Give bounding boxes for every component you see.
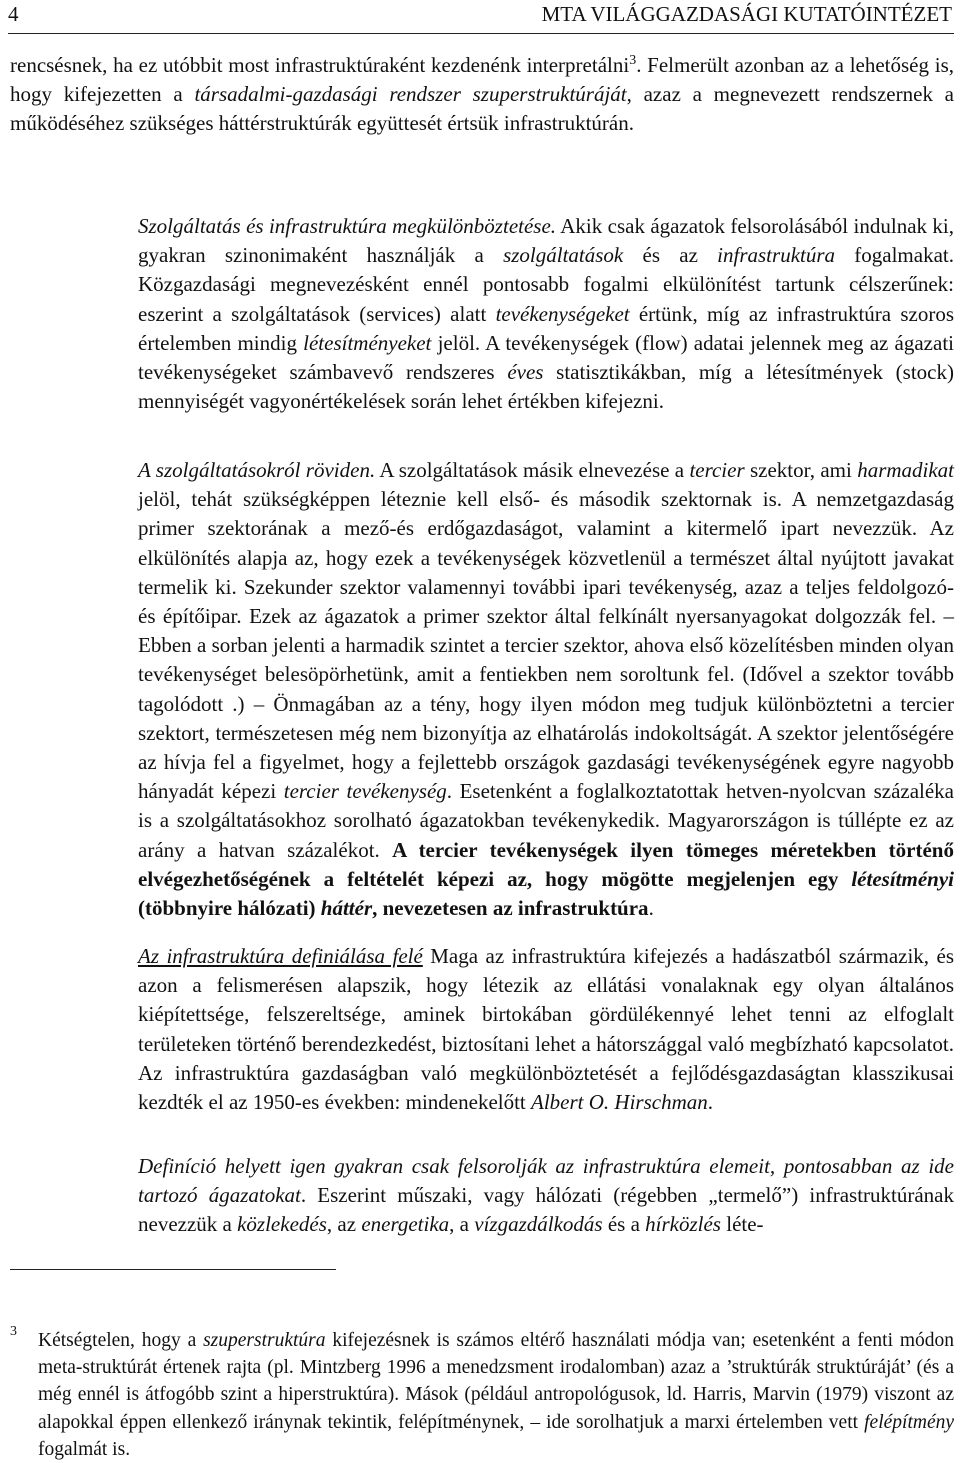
p3-bold: (többnyire hálózati) [138,896,321,921]
p3-italic: tercier tevékenység [283,779,447,804]
p3-text: szektor, ami [744,458,858,482]
p1-italic: társadalmi-gazdasági rendszer szuperstruktúráját [194,82,627,107]
footnote-text: Kétségtelen, hogy a [38,1330,204,1351]
p1-text-a: rencsésnek, ha ez utóbbit most infrastruktúraként kezdenénk interpretálni [10,53,630,77]
p5-heading: Definíció helyett igen gyakran csak felsorolják az infrastruktúra elemeit, pontosabban az ide tartozó ágazatokat [138,1154,954,1208]
p3-bold: , nevezetesen az infrastruktúra [372,896,649,921]
footnote-ref[interactable]: 3 [629,53,637,68]
institute-name: MTA VILÁGGAZDASÁGI KUTATÓINTÉZET [541,2,952,26]
p2-italic: létesítményeket [303,330,432,355]
p4-italic: Albert O. Hirschman [531,1090,708,1115]
p2-text: értünk, míg az infrastruktúra szoros értelemben mindig [138,301,954,355]
p3-text: A szolgáltatások másik elnevezése a [375,458,690,482]
p1-text-b: . Felmerült azonban az a lehetőség is, hogy kifejezetten a [10,53,954,107]
p5-italic: közlekedés [237,1212,327,1237]
p3-text: . [648,896,654,921]
p2-text: Akik csak ágazatok felsorolásából indulnak ki, gyakran szinonimaként használják a [138,214,954,268]
p3-heading: A szolgáltatásokról röviden. [138,458,376,482]
p2-italic: tevékenységeket [495,301,630,326]
footnote-number: 3 [10,1324,17,1339]
p5-italic: hírközlés [645,1212,721,1237]
p5-text: . Eszerint műszaki, vagy hálózati (régebben „termelő”) infrastruktúrának nevezzük a [138,1183,954,1237]
footnote-text: kifejezésnek is számos eltérő használati módja van; esetenként a fenti módon meta-struktúrát értenek rajta (pl. Mintzberg 1996 a menedzsment irodalomban) azaz a ’struktúrák struktúráját’ (és a még ennél is átfogóbb szint a hiperstruktúra). Mások (például antropológusok, ld. Harris, Marvin (1979) viszont az alapokkal éppen ellenkező iránynak tekintik, felépítménynek, – ide sorolhatjuk a marxi értelemben vett [38,1330,954,1433]
p4-heading: Az infrastruktúra definiálása felé [138,944,423,968]
footnote-text: fogalmát is. [38,1438,131,1460]
p2-text: fogalmakat. Közgazdasági megnevezésként ennél pontosabb fogalmi elkülönítést tartunk célszerűnek: eszerint a szolgáltatások (services) alatt [138,243,954,326]
p2-heading: Szolgáltatás és infrastruktúra megkülönböztetése. [138,214,557,238]
p5-text: léte- [720,1212,764,1237]
p2-italic: infrastruktúra [717,243,836,268]
p3-bold-italic: létesítményi [851,866,954,891]
p4-text: Maga az infrastruktúra kifejezés a hadászatból származik, és azon a felismerésen alapszik, hogy létezik az ellátási vonalaknak egy olyan általános kiépítettsége, felszereltsége, aminek birtokában gördülékennyé lehet tenni az elfoglalt területeken történő berendezkedést, biztosítani lehet a hátországgal való megbízható kapcsolatot. Az infrastruktúra gazdaságban való megkülönböztetését a fejlődésgazdaságtan klasszikusai kezdték el az 1950-es években: mindenekelőtt [138,944,954,1115]
footnote-italic: szuperstruktúra [203,1330,326,1351]
p3-bold: A tercier tevékenységek ilyen tömeges méretekben történő elvégezhetőségének a feltételét képezi az, hogy mögötte megjelenjen egy [138,837,954,891]
p2-text: jelöl. A tevékenységek (flow) adatai jelennek meg az ágazati tevékenységeket számbavevő rendszeres [138,330,954,385]
paragraph-3 [138,456,954,923]
p5-italic: vízgazdálkodás [474,1212,603,1237]
p3-bold-italic: háttér [320,896,373,921]
p5-text: és a [602,1212,646,1237]
p5-text: , az [326,1212,362,1237]
paragraph-5 [138,1152,954,1240]
footnote-italic: felépítmény [864,1411,954,1433]
p5-text: , a [449,1212,475,1237]
p2-text: statisztikákban, míg a létesítmények (stock) mennyiségét vagyonértékelések során lehet értékben kifejezni. [138,360,954,414]
p5-italic: energetika [361,1212,450,1237]
footnote-3 [38,1327,954,1463]
page-header [8,0,954,34]
p2-text: és az [623,243,718,268]
paragraph-4 [138,942,954,1117]
footnote-divider [10,1269,336,1270]
p3-italic: harmadikat [857,458,955,482]
p2-italic: éves [507,360,544,385]
page-number: 4 [8,2,19,26]
p3-text: . Esetenként a foglalkoztatottak hetven-nyolcvan százaléka is a szolgáltatásokhoz sorolható ágazatokban tevékenykedik. Magyarországon is túllépte ez az arány a hatvan százalékot. [138,779,955,862]
p1-text-d: , azaz a megnevezett rendszernek a működéséhez szükséges háttérstruktúrák együttesét értsük infrastruktúrán. [10,82,954,136]
paragraph-1 [10,51,954,139]
paragraph-2 [138,212,954,416]
p3-text: jelöl, tehát szükségképpen léteznie kell első- és második szektornak is. A nemzetgazdaság primer szektorának a mező-és erdőgazdaságot, valamint a kitermelő ipart nevezzük. Az elkülönítés alapja az, hogy ezek a tevékenységek közvetlenül a természet által nyújtott javakat termelik ki. Szekunder szektor valamennyi további ipari tevékenység, azaz a teljes feldolgozó- és építőipar. Ezek az ágazatok a primer szektor által felkínált nyersanyagokat dolgozzák fel. – Ebben a sorban jelenti a harmadik szintet a tercier szektor, ahova első közelítésben minden olyan tevékenységet belesöpörhetünk, amit a fentiekben nem soroltunk fel. (Idővel a szektor tovább tagolódott .) – Önmagában az a tény, hogy ilyen módon meg tudjuk különböztetni a tercier szektort, természetesen még nem bizonyítja az elhatárolás indokoltságát. A szektor jelentőségére az hívja fel a figyelmet, hogy a fejlettebb országok gazdasági tevékenységének egyre nagyobb hányadát képezi [138,487,954,804]
p2-italic: szolgáltatások [503,243,624,268]
p4-text: . [707,1090,714,1115]
p3-italic: tercier [689,458,745,482]
